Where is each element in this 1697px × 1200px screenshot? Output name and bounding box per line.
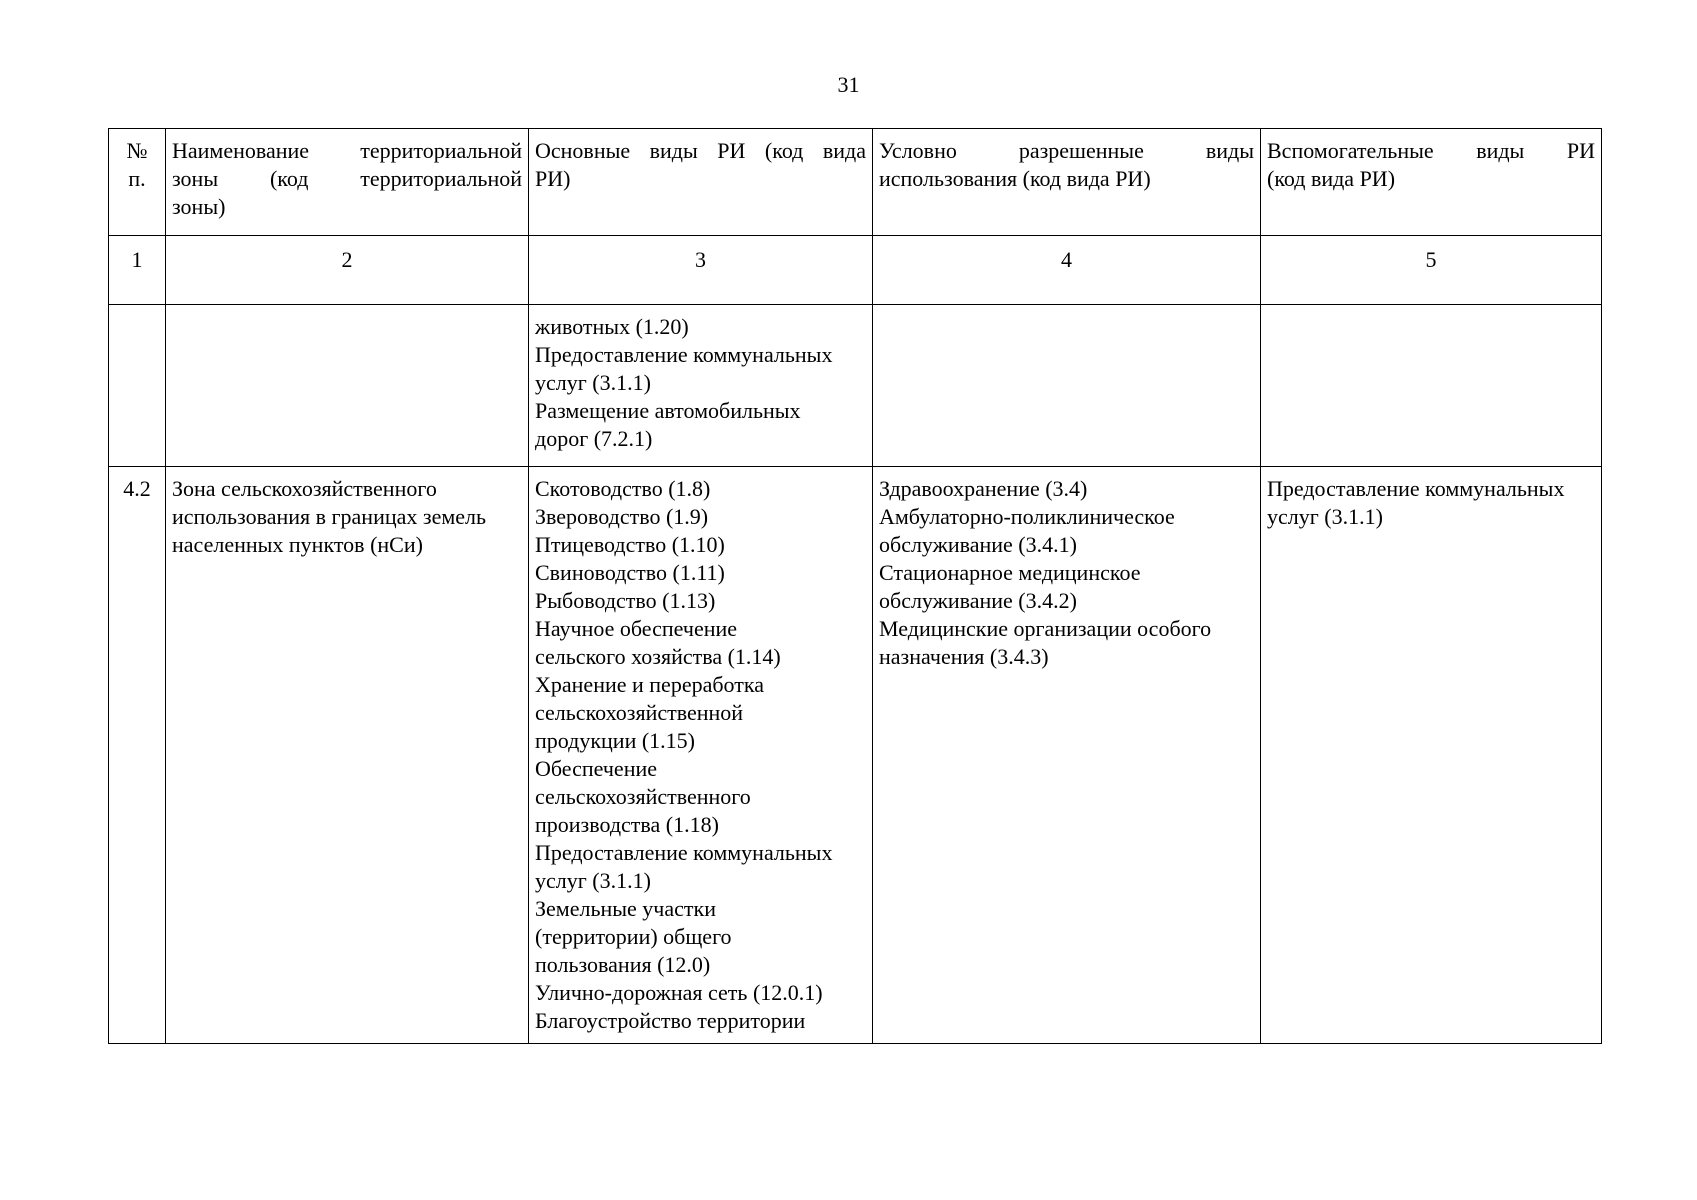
conditional-uses-cell xyxy=(873,467,1261,1044)
cell-text-line: использования в границах земель xyxy=(172,504,487,529)
cell-text-line: Рыбоводство (1.13) xyxy=(535,588,716,613)
zone-name-cell xyxy=(166,305,529,467)
cell-text-line: обслуживание (3.4.2) xyxy=(879,588,1077,613)
header-line: Основные виды РИ (код вида xyxy=(535,138,866,163)
header-line: РИ) xyxy=(535,166,571,191)
cell-text-line: Земельные участки xyxy=(535,896,716,921)
cell-text-line: Благоустройство территории xyxy=(535,1008,806,1033)
cell-text-line: Улично-дорожная сеть (12.0.1) xyxy=(535,980,823,1005)
header-cell-number xyxy=(109,129,166,236)
header-line: п. xyxy=(128,166,146,191)
auxiliary-uses-cell xyxy=(1261,305,1602,467)
cell-text-line: Предоставление коммунальных xyxy=(535,840,833,865)
row-number: 4.2 xyxy=(109,467,166,1044)
row-number xyxy=(109,305,166,467)
auxiliary-uses-cell xyxy=(1261,467,1602,1044)
zone-name-cell xyxy=(166,467,529,1044)
header-cell-main-uses xyxy=(529,129,873,236)
cell-text-line: услуг (3.1.1) xyxy=(535,370,651,395)
column-number: 3 xyxy=(529,236,873,305)
conditional-uses-cell xyxy=(873,305,1261,467)
main-uses-cell xyxy=(529,467,873,1044)
cell-text-line: обслуживание (3.4.1) xyxy=(879,532,1077,557)
header-line: зоны (код территориальной xyxy=(172,166,522,191)
header-line: (код вида РИ) xyxy=(1267,166,1396,191)
cell-text-line: сельскохозяйственного xyxy=(535,784,751,809)
table-header-row xyxy=(109,129,1602,236)
cell-text-line: назначения (3.4.3) xyxy=(879,644,1049,669)
cell-text-line: Свиноводство (1.11) xyxy=(535,560,725,585)
header-line: № xyxy=(126,138,148,163)
header-line: Наименование территориальной xyxy=(172,138,522,163)
cell-text-line: Научное обеспечение xyxy=(535,616,738,641)
cell-text-line: населенных пунктов (нСи) xyxy=(172,532,423,557)
cell-text-line: Медицинские организации особого xyxy=(879,616,1212,641)
zoning-table xyxy=(108,128,1602,1044)
cell-text-line: Стационарное медицинское xyxy=(879,560,1141,585)
column-number: 4 xyxy=(873,236,1261,305)
cell-text-line: Предоставление коммунальных xyxy=(1267,476,1565,501)
table-row-continuation xyxy=(109,305,1602,467)
header-line: Условно разрешенные виды xyxy=(879,138,1254,163)
header-cell-conditional-uses xyxy=(873,129,1261,236)
column-number: 1 xyxy=(109,236,166,305)
cell-text-line: Хранение и переработка xyxy=(535,672,764,697)
cell-text-line: Звероводство (1.9) xyxy=(535,504,709,529)
cell-text-line: услуг (3.1.1) xyxy=(535,868,651,893)
table-row-zone xyxy=(109,467,1602,1044)
header-line: Вспомогательные виды РИ xyxy=(1267,138,1595,163)
cell-text-line: Размещение автомобильных xyxy=(535,398,801,423)
cell-text-line: Амбулаторно-поликлиническое xyxy=(879,504,1175,529)
cell-text-line: пользования (12.0) xyxy=(535,952,711,977)
column-number: 2 xyxy=(166,236,529,305)
cell-text-line: Птицеводство (1.10) xyxy=(535,532,725,557)
cell-text-line: услуг (3.1.1) xyxy=(1267,504,1383,529)
cell-text-line: (территории) общего xyxy=(535,924,732,949)
cell-text-line: продукции (1.15) xyxy=(535,728,695,753)
header-line: зоны) xyxy=(172,194,226,219)
cell-text-line: Здравоохранение (3.4) xyxy=(879,476,1088,501)
cell-text-line: Предоставление коммунальных xyxy=(535,342,833,367)
cell-text-line: сельскохозяйственной xyxy=(535,700,744,725)
main-uses-cell xyxy=(529,305,873,467)
header-cell-auxiliary-uses xyxy=(1261,129,1602,236)
cell-text-line: Зона сельскохозяйственного xyxy=(172,476,437,501)
cell-text-line: дорог (7.2.1) xyxy=(535,426,653,451)
cell-text-line: Обеспечение xyxy=(535,756,657,781)
cell-text-line: производства (1.18) xyxy=(535,812,719,837)
header-line: использования (код вида РИ) xyxy=(879,166,1151,191)
header-cell-zone-name xyxy=(166,129,529,236)
page-number: 31 xyxy=(837,72,860,97)
column-numbers-row xyxy=(109,236,1602,305)
cell-text-line: сельского хозяйства (1.14) xyxy=(535,644,781,669)
cell-text-line: животных (1.20) xyxy=(535,314,689,339)
cell-text-line: Скотоводство (1.8) xyxy=(535,476,711,501)
column-number: 5 xyxy=(1261,236,1602,305)
